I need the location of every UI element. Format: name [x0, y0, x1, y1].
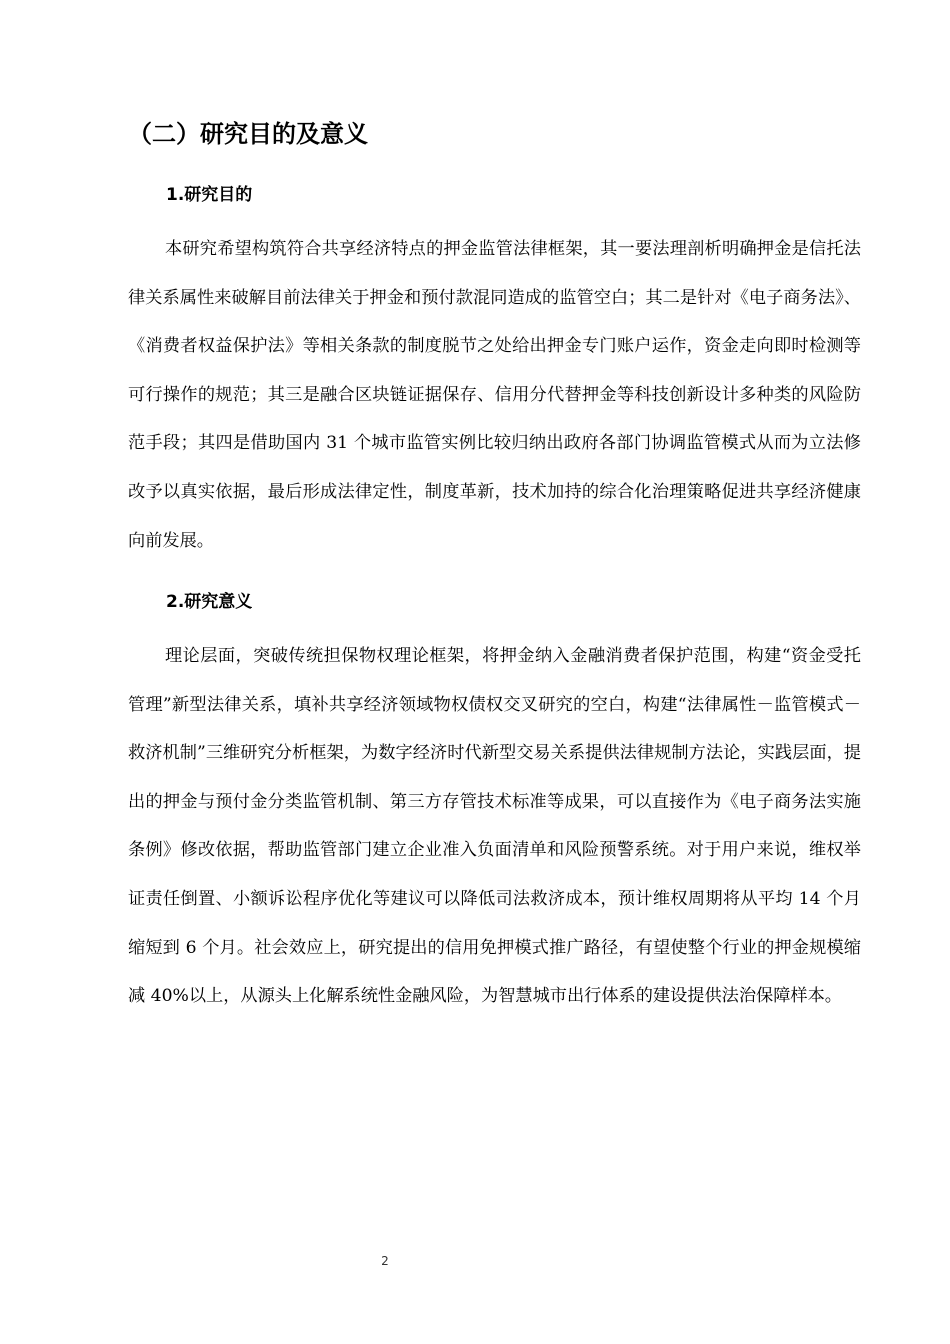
- page-number: 2: [381, 1254, 389, 1268]
- paragraph-research-significance: 理论层面，突破传统担保物权理论框架，将押金纳入金融消费者保护范围，构建“资金受托管理”新型法律关系，填补共享经济领域物权债权交叉研究的空白，构建“法律属性－监管模式－救济机制”三维研究分析框架，为数字经济时代新型交易关系提供法律规制方法论，实践层面，提出的押金与预付金分类监管机制、第三方存管技术标准等成果，可以直接作为《电子商务法实施条例》修改依据，帮助监管部门建立企业准入负面清单和风险预警系统。对于用户来说，维权举证责任倒置、小额诉讼程序优化等建议可以降低司法救济成本，预计维权周期将从平均 14 个月缩短到 6 个月。社会效应上，研究提出的信用免押模式推广路径，有望使整个行业的押金规模缩减 40%以上，从源头上化解系统性金融风险，为智慧城市出行体系的建设提供法治保障样本。: [128, 646, 861, 1007]
- section-heading: （二）研究目的及意义: [128, 120, 368, 148]
- subsection-heading-research-purpose: 1.研究目的: [166, 185, 253, 205]
- subsection-heading-research-significance: 2.研究意义: [166, 592, 253, 612]
- paragraph-research-purpose: 本研究希望构筑符合共享经济特点的押金监管法律框架，其一要法理剖析明确押金是信托法律关系属性来破解目前法律关于押金和预付款混同造成的监管空白；其二是针对《电子商务法》、《消费者权益保护法》等相关条款的制度脱节之处给出押金专门账户运作，资金走向即时检测等可行操作的规范；其三是融合区块链证据保存、信用分代替押金等科技创新设计多种类的风险防范手段；其四是借助国内 31 个城市监管实例比较归纳出政府各部门协调监管模式从而为立法修改予以真实依据，最后形成法律定性，制度革新，技术加持的综合化治理策略促进共享经济健康向前发展。: [128, 239, 861, 551]
